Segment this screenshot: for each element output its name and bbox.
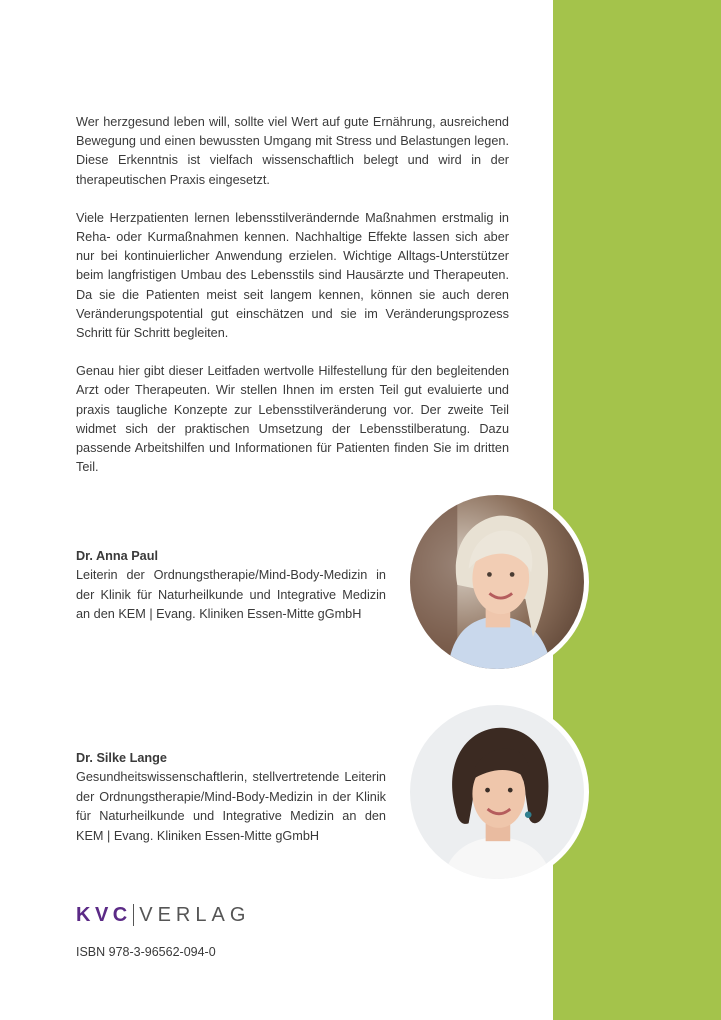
logo-brand: KVC: [76, 903, 132, 926]
author-photo-anna-paul: [405, 490, 589, 674]
author-name: Dr. Anna Paul: [76, 549, 159, 563]
paragraph: Genau hier gibt dieser Leitfaden wertvolle Hilfestellung für den begleitenden Arzt oder Therapeuten. Wir stellen Ihnen im ersten Teil gut evaluierte und praxis taugliche Konzepte zur Lebensstilveränderung vor. Der zweite Teil widmet sich der praktischen Umsetzung der Lebensstilberatung. Dazu passende Arbeitshilfen und Informationen für Patienten finden Sie im dritten Teil.: [76, 364, 509, 475]
author-photo-silke-lange: [405, 700, 589, 884]
paragraph: Wer herzgesund leben will, sollte viel Wert auf gute Ernährung, ausreichend Bewegung und einen bewussten Umgang mit Stress und Belastungen legen. Diese Erkenntnis ist vielfach wissenschaftlich belegt und wird in der therapeutischen Praxis eingesetzt.: [76, 115, 509, 187]
green-side-bar: [553, 0, 721, 1020]
author-bio: Gesundheitswissenschaftlerin, stellvertretende Leiterin der Ordnungstherapie/Mind-Body-Medizin in der Klinik für Naturheilkunde und Integrative Medizin an den KEM | Evang. Kliniken Essen-Mitte gGmbH: [76, 770, 386, 843]
author-name: Dr. Silke Lange: [76, 751, 167, 765]
author-block-anna-paul: [76, 547, 386, 625]
isbn-number: ISBN 978-3-96562-094-0: [76, 945, 216, 959]
back-cover-text: [76, 113, 509, 496]
publisher-logo: [76, 902, 250, 928]
logo-divider: [133, 904, 135, 926]
logo-suffix: VERLAG: [139, 903, 251, 926]
author-block-silke-lange: [76, 749, 386, 846]
author-bio: Leiterin der Ordnungstherapie/Mind-Body-Medizin in der Klinik für Naturheilkunde und Integrative Medizin an den KEM | Evang. Kliniken Essen-Mitte gGmbH: [76, 568, 386, 622]
paragraph: Viele Herzpatienten lernen lebensstilverändernde Maßnahmen erstmalig in Reha- oder Kurmaßnahmen kennen. Nachhaltige Effekte lassen sich aber nur bei kontinuierlicher Anwendung erzielen. Wichtige Alltags-Unterstützer beim langfristigen Umbau des Lebensstils sind Hausärzte und Therapeuten. Da sie die Patienten meist seit langem kennen, können sie auch deren Veränderungspotential gut einschätzen und sie im Veränderungsprozess Schritt für Schritt begleiten.: [76, 210, 509, 341]
